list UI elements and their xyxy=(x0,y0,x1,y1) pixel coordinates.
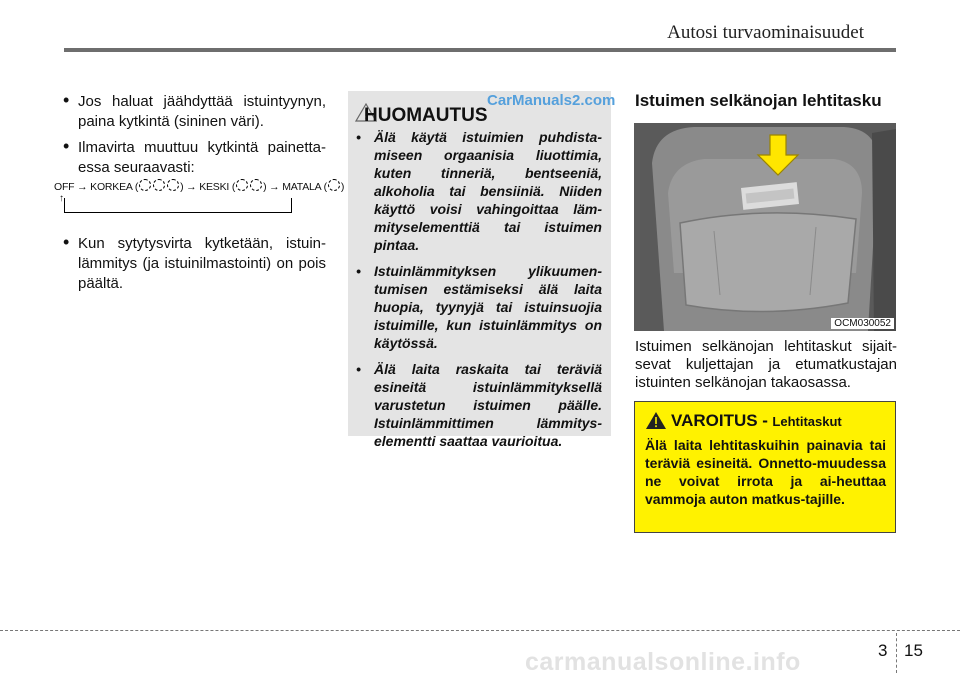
seq-high: KORKEA xyxy=(90,181,133,193)
bullet-list-bottom xyxy=(63,232,326,294)
page-number: 15 xyxy=(904,641,923,660)
footer-watermark[interactable]: carmanualsonline.info xyxy=(525,648,801,676)
fan-speed-sequence: OFF → KORKEA ( ) → KESKI ( ) → MATALA ( ) xyxy=(54,181,345,193)
footer-separator xyxy=(896,633,897,673)
arrow-icon: → xyxy=(269,181,280,193)
bullet-item: • Ilmavirta muuttuu kytkintä painetta-essa seuraavasti: xyxy=(63,136,326,176)
page-header-title: Autosi turvaominaisuudet xyxy=(667,22,864,43)
watermark-carmanuals2[interactable]: CarManuals2.com xyxy=(487,92,616,109)
seatback-pocket-illustration xyxy=(634,123,896,331)
seq-low: MATALA xyxy=(282,181,321,193)
warning-title: VAROITUS - Lehtitaskut xyxy=(671,411,842,430)
bullet-item: • Kun sytytysvirta kytketään, istuin-lämmitys (ja istuinilmastointi) on pois päältä. xyxy=(63,232,326,292)
bullet-icon: • xyxy=(63,232,70,252)
notice-item: • Istuinlämmityksen ylikuumen-tumisen estämiseksi älä laita huopia, tyynyjä tai istuinsuojia istuimille, kun istuinlämmitys on käytössä. xyxy=(356,263,602,351)
seatback-pocket-photo xyxy=(634,123,896,331)
image-id-label: OCM030052 xyxy=(831,318,894,329)
fan-icon xyxy=(236,179,248,191)
fan-icon xyxy=(328,179,340,191)
bullet-icon: • xyxy=(356,263,361,279)
notice-list xyxy=(356,128,602,458)
bullet-icon: • xyxy=(356,361,361,377)
bullet-icon: • xyxy=(356,129,361,145)
bullet-list-top xyxy=(63,90,326,178)
bullet-icon: • xyxy=(63,136,70,156)
bullet-item: • Jos haluat jäähdyttää istuintyynyn, paina kytkintä (sininen väri). xyxy=(63,90,326,130)
notice-title: HUOMAUTUS xyxy=(364,105,488,126)
fan-icon xyxy=(250,179,262,191)
warning-subtitle: Lehtitaskut xyxy=(772,414,842,429)
up-arrow-icon: ↑ xyxy=(59,193,64,204)
section-title: Istuimen selkänojan lehtitasku xyxy=(635,91,882,110)
sequence-loop-line xyxy=(64,198,292,213)
notice-item: • Älä käytä istuimien puhdista-miseen orgaanisia liuottimia, kuten tinneriä, bentseeniä, alkoholia tai bensiiniä. Niiden käyttö voisi vahingoittaa läm-mityselementtiä tai istuimen pintaa. xyxy=(356,129,602,253)
fan-icon xyxy=(167,179,179,191)
warning-text: Älä laita lehtitaskuihin painavia tai teräviä esineitä. Onnetto-muudessa ne voivat irrota ja ai-heuttaa vammoja auton matkus-tajille. xyxy=(645,437,886,507)
notice-item: • Älä laita raskaita tai teräviä esineitä istuinlämmityksellä varustetun istuimen päälle. Istuinlämmittimen lämmitys-elementti saattaa vaurioitua. xyxy=(356,361,602,449)
seq-off: OFF xyxy=(54,181,75,193)
arrow-icon: → xyxy=(77,181,88,193)
fan-icon xyxy=(139,179,151,191)
arrow-icon: → xyxy=(186,181,197,193)
warning-icon xyxy=(645,411,667,430)
bullet-icon: • xyxy=(63,90,70,110)
photo-caption: Istuimen selkänojan lehtitaskut sijait-sevat kuljettajan ja etumatkustajan istuinten selkänojan takaosassa. xyxy=(635,338,897,391)
header-rule xyxy=(64,48,896,52)
chapter-number: 3 xyxy=(878,641,888,660)
seq-medium: KESKI xyxy=(199,181,230,193)
footer-rule xyxy=(0,630,960,631)
fan-icon xyxy=(153,179,165,191)
